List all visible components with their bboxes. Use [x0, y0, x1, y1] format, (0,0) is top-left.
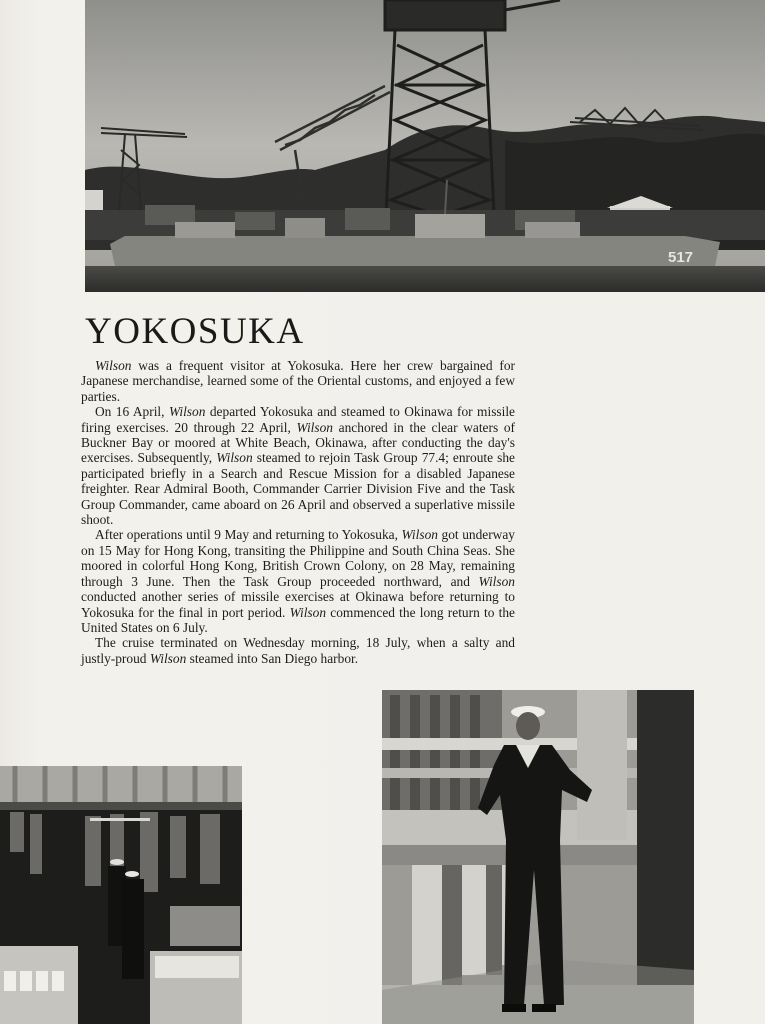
bazaar-photo [0, 766, 242, 1024]
article-body [81, 358, 515, 666]
ship-name: Wilson [168, 404, 206, 420]
ship-name: Wilson [149, 650, 187, 666]
text-run: departed Yokosuka and steamed to Okinawa for missile firing exercises. 20 through 22 April, [81, 404, 515, 435]
text-run: got underway on 15 May for Hong Kong, transiting the Philippine and South China Seas. She moored in colorful Hong Kong, British Crown Colony, on 28 May, remaining through 3 June. Then the Task Group proceeded northward, and [81, 527, 515, 589]
sailor-photo [382, 690, 694, 1024]
text-run: was a frequent visitor at Yokosuka. Here her crew bargained for Japanese merchandise, learned some of the Oriental customs, and enjoyed a few parties. [81, 358, 515, 404]
text-run: The cruise terminated on Wednesday morning, 18 July, when a salty and justly-proud [81, 635, 515, 666]
ship-name: Wilson [296, 419, 333, 435]
text-run: steamed into San Diego harbor. [186, 650, 359, 666]
page-title: YOKOSUKA [85, 311, 305, 352]
ship-name: Wilson [216, 450, 253, 466]
text-run: On 16 April, [95, 404, 169, 420]
hull-number: 517 [668, 249, 694, 266]
ship-name: Wilson [401, 527, 438, 543]
body-paragraph [81, 527, 515, 635]
text-run: conducted another series of missile exercises at Okinawa before returning to Yokosuka for the final in port period. [81, 589, 515, 620]
shipyard-photo [85, 0, 765, 292]
ship-name: Wilson [95, 358, 132, 373]
text-run: anchored in the clear waters of Buckner Bay or moored at White Beach, Okinawa, after conducting the day's exercises. Subsequently, [81, 419, 515, 466]
text-run: steamed to rejoin Task Group 77.4; enroute she participated briefly in a Search and Rescue Mission for a disabled Japanese freighter. Rear Admiral Booth, Commander Carrier Division Five and the Task Group Commander, came aboard on 26 April and observed a superlative missile shoot. [81, 450, 515, 528]
body-paragraph [81, 358, 515, 404]
body-paragraph [81, 635, 515, 666]
text-run: commenced the long return to the United States on 6 July. [81, 604, 515, 635]
ship-name: Wilson [478, 573, 515, 589]
body-paragraph [81, 404, 515, 527]
ship-name: Wilson [289, 604, 327, 620]
text-run: After operations until 9 May and returning to Yokosuka, [95, 527, 402, 543]
